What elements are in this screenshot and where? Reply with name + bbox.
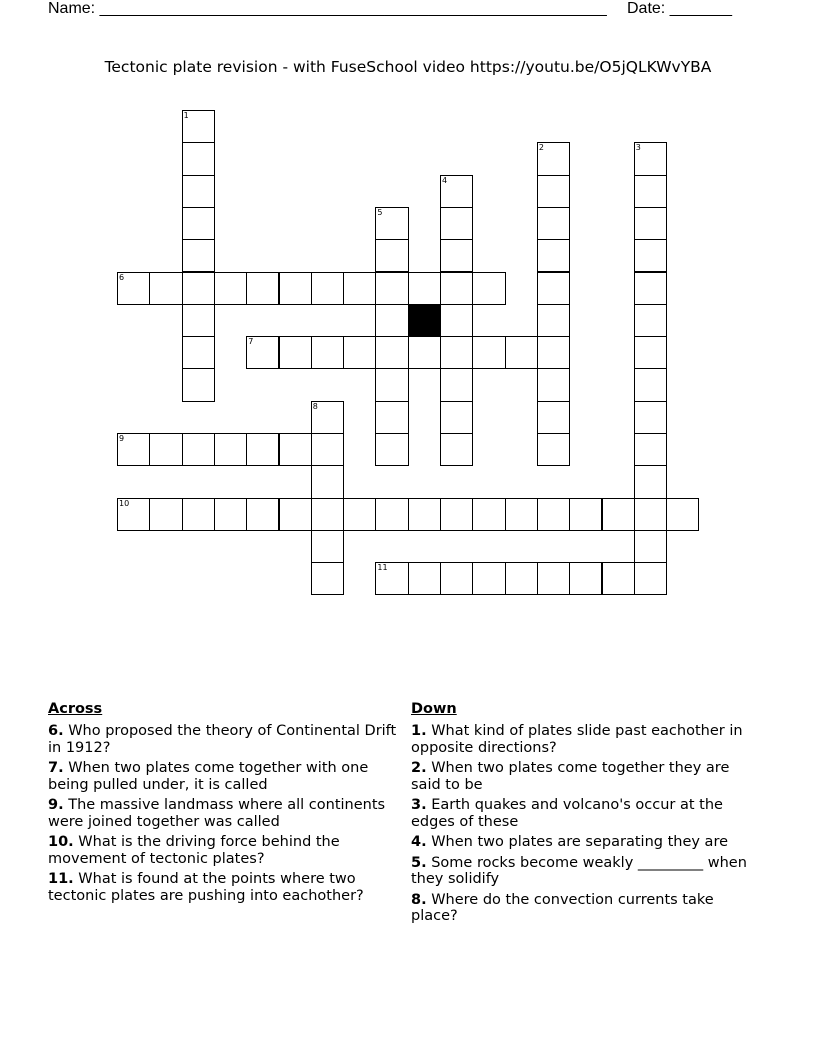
- grid-cell[interactable]: [311, 401, 344, 434]
- grid-cell[interactable]: [375, 498, 408, 531]
- grid-cell[interactable]: [602, 498, 635, 531]
- grid-cell[interactable]: [408, 272, 441, 305]
- grid-cell[interactable]: [279, 272, 312, 305]
- date-blank: _______: [669, 0, 732, 17]
- grid-cell[interactable]: [311, 336, 344, 369]
- grid-cell[interactable]: [537, 142, 570, 175]
- grid-cell[interactable]: [375, 272, 408, 305]
- grid-cell[interactable]: [537, 175, 570, 208]
- grid-cell[interactable]: [634, 433, 667, 466]
- grid-cell[interactable]: [375, 336, 408, 369]
- clue-text: The massive landmass where all continents were joined together was called: [48, 797, 386, 830]
- grid-cell[interactable]: [311, 433, 344, 466]
- clue-text: When two plates come together with one being pulled under, it is called: [48, 760, 369, 793]
- grid-cell[interactable]: [311, 498, 344, 531]
- clue-number: 1.: [411, 723, 427, 739]
- grid-cell[interactable]: [182, 272, 215, 305]
- grid-cell[interactable]: [472, 562, 505, 595]
- grid-cell[interactable]: [440, 368, 473, 401]
- grid-cell[interactable]: [505, 336, 538, 369]
- grid-cell[interactable]: [182, 433, 215, 466]
- grid-cell[interactable]: [634, 239, 667, 272]
- grid-cell[interactable]: [440, 336, 473, 369]
- grid-cell[interactable]: [375, 304, 408, 337]
- grid-cell[interactable]: [634, 498, 667, 531]
- grid-cell[interactable]: [440, 207, 473, 240]
- grid-cell[interactable]: [182, 304, 215, 337]
- clue-number: 7.: [48, 760, 64, 776]
- grid-cell[interactable]: [537, 239, 570, 272]
- page-title: Tectonic plate revision - with FuseSchool video https://youtu.be/O5jQLKWvYBA: [104, 58, 712, 76]
- clue-number: 2.: [411, 760, 427, 776]
- grid-cell[interactable]: [311, 465, 344, 498]
- grid-cell[interactable]: [634, 175, 667, 208]
- clue-text: What is the driving force behind the movement of tectonic plates?: [48, 834, 340, 867]
- grid-cell[interactable]: [472, 272, 505, 305]
- grid-cell[interactable]: [569, 498, 602, 531]
- grid-cell[interactable]: [634, 465, 667, 498]
- grid-cell[interactable]: [246, 272, 279, 305]
- grid-cell[interactable]: [375, 368, 408, 401]
- grid-cell[interactable]: [634, 401, 667, 434]
- clue-text: Some rocks become weakly _________ when they solidify: [411, 854, 747, 887]
- grid-cell[interactable]: [149, 498, 182, 531]
- grid-cell[interactable]: [440, 304, 473, 337]
- grid-cell[interactable]: [375, 401, 408, 434]
- grid-cell[interactable]: [311, 562, 344, 595]
- grid-cell[interactable]: [408, 498, 441, 531]
- grid-cell[interactable]: [634, 272, 667, 305]
- cell-number: 11: [377, 563, 388, 573]
- across-heading: Across: [48, 701, 103, 717]
- grid-cell[interactable]: [602, 562, 635, 595]
- grid-cell[interactable]: [537, 336, 570, 369]
- grid-cell[interactable]: [537, 498, 570, 531]
- grid-cell[interactable]: [182, 142, 215, 175]
- clue-text: Where do the convection currents take place?: [411, 891, 714, 924]
- grid-cell[interactable]: [408, 336, 441, 369]
- grid-cell[interactable]: [182, 368, 215, 401]
- clue-number: 8.: [411, 891, 427, 908]
- grid-cell[interactable]: [343, 272, 376, 305]
- grid-cell[interactable]: [214, 272, 247, 305]
- clue-text: What kind of plates slide past eachother in opposite directions?: [411, 723, 743, 756]
- down-heading: Down: [411, 701, 457, 717]
- grid-cell[interactable]: [634, 304, 667, 337]
- clue-number: 6.: [48, 723, 64, 739]
- cell-number: 1: [183, 111, 189, 120]
- clue-across-9: [48, 797, 398, 830]
- grid-cell[interactable]: [149, 272, 182, 305]
- clue-number: 3.: [411, 797, 427, 813]
- grid-cell[interactable]: [149, 433, 182, 466]
- cell-number: 7: [248, 337, 254, 347]
- grid-cell[interactable]: [537, 207, 570, 240]
- grid-cell[interactable]: [182, 336, 215, 369]
- clue-down-8: [411, 892, 761, 925]
- cell-number: 10: [119, 498, 130, 508]
- grid-cell[interactable]: [537, 304, 570, 337]
- clue-text: What is found at the points where two tectonic plates are pushing into eachother?: [48, 871, 364, 904]
- clue-across-11: [48, 871, 398, 904]
- date-label: Date:: [627, 0, 666, 17]
- grid-cell[interactable]: [311, 272, 344, 305]
- grid-cell[interactable]: [375, 239, 408, 272]
- grid-cell[interactable]: [440, 239, 473, 272]
- black-cell: [408, 304, 441, 337]
- clue-text: When two plates come together they are said to be: [411, 760, 730, 793]
- clue-across-7: [48, 760, 398, 793]
- clue-text: When two plates are separating they are: [431, 834, 729, 850]
- grid-cell[interactable]: [569, 562, 602, 595]
- grid-cell[interactable]: [343, 498, 376, 531]
- grid-cell[interactable]: [537, 368, 570, 401]
- name-label: Name:: [48, 0, 96, 17]
- clue-text: Who proposed the theory of Continental Drift in 1912?: [48, 723, 397, 756]
- grid-cell[interactable]: [537, 562, 570, 595]
- grid-cell[interactable]: [343, 336, 376, 369]
- grid-cell[interactable]: [182, 110, 215, 143]
- grid-cell[interactable]: [246, 336, 279, 369]
- grid-cell[interactable]: [634, 368, 667, 401]
- grid-cell[interactable]: [505, 562, 538, 595]
- grid-cell[interactable]: [214, 498, 247, 531]
- grid-cell[interactable]: [537, 401, 570, 434]
- clue-text: Earth quakes and volcano's occur at the edges of these: [411, 797, 723, 830]
- grid-cell[interactable]: [375, 562, 408, 595]
- grid-cell[interactable]: [634, 142, 667, 175]
- grid-cell[interactable]: [214, 433, 247, 466]
- grid-cell[interactable]: [634, 530, 667, 563]
- grid-cell[interactable]: [375, 433, 408, 466]
- grid-cell[interactable]: [182, 498, 215, 531]
- clue-number: 5.: [411, 854, 427, 871]
- grid-cell[interactable]: [440, 401, 473, 434]
- clue-across-6: [48, 723, 398, 756]
- grid-cell[interactable]: [440, 272, 473, 305]
- cell-number: 3: [635, 143, 641, 153]
- grid-cell[interactable]: [634, 207, 667, 240]
- grid-cell[interactable]: [279, 498, 312, 531]
- name-blank: _________________________________________________________: [99, 0, 607, 17]
- grid-cell[interactable]: [117, 498, 150, 531]
- grid-cell[interactable]: [440, 498, 473, 531]
- clue-number: 4.: [411, 834, 427, 850]
- grid-cell[interactable]: [440, 433, 473, 466]
- grid-cell[interactable]: [634, 562, 667, 595]
- clue-down-3: [411, 797, 761, 830]
- grid-cell[interactable]: [440, 562, 473, 595]
- clue-number: 11.: [48, 871, 74, 887]
- clue-number: 9.: [48, 797, 64, 813]
- grid-cell[interactable]: [537, 272, 570, 305]
- clue-down-5: [411, 855, 761, 888]
- grid-cell[interactable]: [182, 175, 215, 208]
- grid-cell[interactable]: [666, 498, 699, 531]
- grid-cell[interactable]: [311, 530, 344, 563]
- clue-down-2: [411, 760, 761, 793]
- grid-cell[interactable]: [375, 207, 408, 240]
- grid-cell[interactable]: [246, 498, 279, 531]
- clue-down-1: [411, 723, 761, 756]
- grid-cell[interactable]: [182, 239, 215, 272]
- grid-cell[interactable]: [182, 207, 215, 240]
- clue-across-10: [48, 834, 398, 867]
- grid-cell[interactable]: [408, 562, 441, 595]
- grid-cell[interactable]: [634, 336, 667, 369]
- cell-number: 9: [119, 434, 125, 443]
- grid-cell[interactable]: [117, 272, 150, 305]
- cell-number: 8: [312, 401, 318, 411]
- cell-number: 5: [377, 207, 383, 217]
- cell-number: 2: [538, 143, 544, 153]
- grid-cell[interactable]: [472, 336, 505, 369]
- clue-down-4: [411, 834, 761, 851]
- down-clues: [411, 701, 761, 929]
- grid-cell[interactable]: [505, 498, 538, 531]
- cell-number: 4: [442, 175, 448, 185]
- grid-cell[interactable]: [279, 336, 312, 369]
- across-clues: [48, 701, 398, 908]
- clue-number: 10.: [48, 834, 74, 850]
- grid-cell[interactable]: [279, 433, 312, 466]
- grid-cell[interactable]: [246, 433, 279, 466]
- grid-cell[interactable]: [472, 498, 505, 531]
- cell-number: 6: [119, 272, 125, 282]
- grid-cell[interactable]: [537, 433, 570, 466]
- grid-cell[interactable]: [117, 433, 150, 466]
- grid-cell[interactable]: [440, 175, 473, 208]
